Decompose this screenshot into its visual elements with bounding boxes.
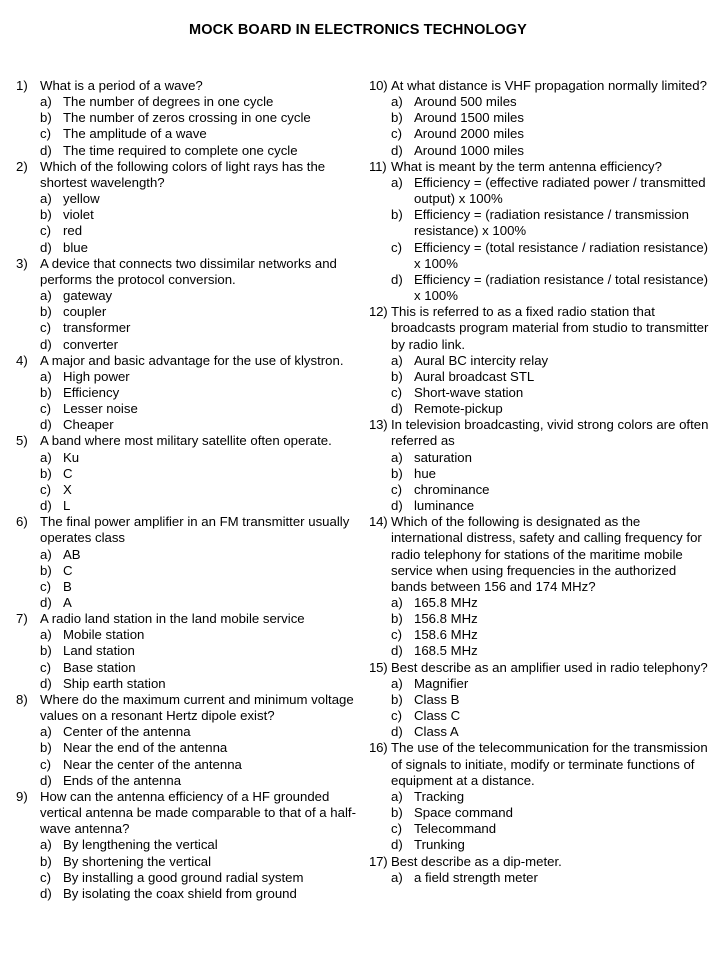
- answer-option: [40, 660, 362, 676]
- answer-option: [40, 643, 362, 659]
- answer-option: [391, 385, 709, 401]
- option-text: Mobile station: [63, 627, 145, 643]
- question-number: 16): [369, 740, 388, 756]
- option-label: c): [391, 384, 402, 400]
- option-text: The number of degrees in one cycle: [63, 94, 274, 110]
- option-label: c): [40, 320, 51, 336]
- option-text: 158.6 MHz: [414, 627, 478, 643]
- answer-options: [40, 450, 362, 515]
- option-label: a): [391, 675, 403, 691]
- option-label: a): [40, 94, 52, 110]
- answer-option: [391, 126, 709, 142]
- answer-option: [391, 401, 709, 417]
- option-label: d): [40, 498, 52, 514]
- option-text: Telecommand: [414, 821, 497, 837]
- option-label: a): [40, 368, 52, 384]
- answer-option: [391, 94, 709, 110]
- question-item: [16, 433, 362, 514]
- option-label: d): [391, 142, 403, 158]
- answer-options: [391, 175, 709, 304]
- option-label: d): [40, 595, 52, 610]
- option-text: a field strength meter: [414, 869, 538, 885]
- option-text: By installing a good ground radial system: [63, 869, 304, 885]
- option-label: b): [40, 110, 52, 126]
- option-label: d): [40, 239, 52, 255]
- option-label: d): [391, 643, 403, 659]
- left-question-column: [16, 78, 362, 902]
- answer-option: [40, 337, 362, 353]
- option-label: a): [40, 627, 52, 643]
- option-text: transformer: [63, 320, 131, 336]
- option-text: yellow: [63, 191, 100, 207]
- answer-option: [40, 320, 362, 336]
- option-text: Magnifier: [414, 675, 469, 691]
- option-text: Remote-pickup: [414, 401, 503, 417]
- answer-option: [391, 708, 709, 724]
- option-label: d): [40, 772, 52, 788]
- question-number: 3): [16, 255, 28, 271]
- answer-option: [40, 304, 362, 320]
- option-text: Ends of the antenna: [63, 772, 182, 788]
- option-label: a): [391, 174, 403, 190]
- answer-options: [391, 450, 709, 515]
- question-number: 14): [369, 514, 388, 530]
- option-label: a): [391, 788, 403, 804]
- answer-option: [40, 191, 362, 207]
- option-text: chrominance: [414, 481, 490, 497]
- answer-option: [40, 385, 362, 401]
- option-text: Near the center of the antenna: [63, 756, 242, 772]
- answer-option: [391, 353, 709, 369]
- option-text: Short-wave station: [414, 384, 524, 400]
- option-label: d): [40, 675, 52, 691]
- option-text: Efficiency = (radiation resistance / transmission resistance) x 100%: [414, 207, 689, 239]
- answer-option: [391, 207, 709, 239]
- option-label: a): [40, 191, 52, 207]
- answer-option: [40, 369, 362, 385]
- answer-option: [391, 870, 709, 886]
- option-text: Class B: [414, 691, 460, 707]
- question-text: At what distance is VHF propagation normally limited?: [391, 78, 707, 93]
- question-item: [16, 78, 362, 159]
- question-number: 12): [369, 304, 388, 320]
- option-text: hue: [414, 465, 437, 481]
- option-text: 156.8 MHz: [414, 611, 478, 627]
- option-label: c): [40, 481, 51, 497]
- option-label: b): [40, 207, 52, 223]
- option-label: a): [391, 352, 403, 368]
- option-text: 165.8 MHz: [414, 595, 478, 610]
- option-text: Near the end of the antenna: [63, 740, 228, 756]
- question-text: Where do the maximum current and minimum voltage values on a resonant Hertz dipole exist?: [40, 691, 354, 724]
- question-item: [16, 514, 362, 611]
- question-item: [16, 692, 362, 789]
- option-text: blue: [63, 239, 88, 255]
- option-text: By lengthening the vertical: [63, 837, 218, 853]
- question-number: 9): [16, 788, 28, 804]
- option-text: X: [63, 481, 72, 497]
- option-label: c): [391, 481, 402, 497]
- option-label: b): [40, 853, 52, 869]
- option-text: saturation: [414, 449, 472, 465]
- option-text: Lesser noise: [63, 401, 138, 417]
- option-text: Efficiency = (radiation resistance / total resistance) x 100%: [414, 271, 709, 304]
- option-text: coupler: [63, 304, 107, 320]
- answer-option: [40, 126, 362, 142]
- option-text: Class A: [414, 724, 459, 740]
- answer-options: [40, 724, 362, 789]
- question-item: [369, 660, 709, 741]
- answer-option: [40, 466, 362, 482]
- option-text: High power: [63, 368, 130, 384]
- option-label: b): [391, 207, 403, 223]
- answer-option: [40, 595, 362, 611]
- option-text: AB: [63, 546, 81, 562]
- option-text: gateway: [63, 288, 113, 304]
- option-text: Ship earth station: [63, 675, 166, 691]
- question-text: Which of the following colors of light rays has the shortest wavelength?: [40, 158, 326, 190]
- page-title: MOCK BOARD IN ELECTRONICS TECHNOLOGY: [189, 22, 527, 38]
- option-text: A: [63, 595, 72, 610]
- option-label: b): [391, 465, 403, 481]
- option-text: Efficiency = (effective radiated power / transmitted output) x 100%: [414, 174, 706, 207]
- option-text: C: [63, 562, 73, 578]
- answer-option: [40, 676, 362, 692]
- question-text: What is meant by the term antenna efficiency?: [391, 158, 662, 174]
- option-text: Efficiency = (total resistance / radiation resistance) x 100%: [414, 239, 709, 271]
- option-text: The time required to complete one cycle: [63, 142, 298, 158]
- question-number: 11): [369, 158, 387, 174]
- question-item: [16, 159, 362, 256]
- option-label: b): [40, 384, 52, 400]
- answer-option: [40, 773, 362, 789]
- option-text: Around 1500 miles: [414, 110, 524, 126]
- answer-option: [40, 143, 362, 159]
- option-label: c): [40, 756, 51, 772]
- question-text: The use of the telecommunication for the transmission of signals to initiate, modify or terminate functions of equipment at a distance.: [391, 740, 708, 788]
- option-text: Cheaper: [63, 417, 114, 433]
- option-text: Space command: [414, 805, 513, 821]
- option-label: c): [40, 126, 51, 142]
- question-text: A device that connects two dissimilar networks and performs the protocol conversion.: [40, 255, 337, 287]
- option-text: By isolating the coax shield from ground: [63, 885, 297, 901]
- option-text: Around 1000 miles: [414, 142, 524, 158]
- option-label: c): [391, 821, 402, 837]
- option-label: b): [391, 368, 403, 384]
- answer-options: [40, 191, 362, 256]
- answer-option: [40, 110, 362, 126]
- option-text: C: [63, 465, 73, 481]
- question-item: [369, 417, 709, 514]
- question-text: How can the antenna efficiency of a HF grounded vertical antenna be made comparable to that of a half-wave antenna?: [40, 788, 356, 837]
- question-item: [16, 256, 362, 353]
- answer-options: [391, 676, 709, 741]
- question-number: 4): [16, 352, 28, 368]
- answer-option: [40, 207, 362, 223]
- option-label: a): [40, 546, 52, 562]
- option-text: Land station: [63, 643, 135, 659]
- question-item: [16, 789, 362, 902]
- question-text: A major and basic advantage for the use of klystron.: [40, 352, 344, 368]
- answer-option: [40, 417, 362, 433]
- answer-option: [40, 870, 362, 886]
- answer-option: [40, 240, 362, 256]
- answer-option: [391, 724, 709, 740]
- option-text: Ku: [63, 449, 80, 465]
- option-text: violet: [63, 207, 94, 223]
- option-text: Center of the antenna: [63, 724, 191, 740]
- option-label: d): [391, 498, 403, 514]
- option-label: d): [391, 837, 403, 853]
- question-item: [16, 353, 362, 434]
- answer-options: [40, 837, 362, 902]
- question-item: [369, 78, 709, 159]
- question-text: In television broadcasting, vivid strong colors are often referred as: [391, 417, 709, 449]
- option-text: L: [63, 498, 71, 514]
- answer-option: [391, 837, 709, 853]
- answer-option: [40, 223, 362, 239]
- answer-option: [40, 94, 362, 110]
- answer-option: [391, 466, 709, 482]
- answer-options: [40, 288, 362, 353]
- answer-options: [391, 870, 709, 886]
- option-text: Efficiency: [63, 384, 120, 400]
- option-text: Around 2000 miles: [414, 126, 524, 142]
- option-label: d): [391, 271, 403, 287]
- option-label: b): [391, 805, 403, 821]
- option-label: b): [40, 643, 52, 659]
- answer-option: [391, 611, 709, 627]
- answer-option: [391, 676, 709, 692]
- answer-option: [391, 805, 709, 821]
- question-text: A radio land station in the land mobile service: [40, 611, 305, 627]
- answer-options: [391, 789, 709, 854]
- answer-option: [40, 450, 362, 466]
- answer-option: [391, 143, 709, 159]
- option-text: 168.5 MHz: [414, 643, 478, 659]
- answer-option: [391, 627, 709, 643]
- option-label: a): [40, 449, 52, 465]
- question-number: 8): [16, 691, 28, 707]
- answer-option: [391, 369, 709, 385]
- question-number: 15): [369, 659, 388, 675]
- answer-option: [40, 740, 362, 756]
- answer-option: [391, 692, 709, 708]
- answer-options: [40, 547, 362, 612]
- answer-option: [40, 482, 362, 498]
- answer-option: [391, 240, 709, 272]
- question-text: A band where most military satellite often operate.: [40, 433, 332, 449]
- answer-options: [40, 369, 362, 434]
- answer-option: [40, 288, 362, 304]
- option-label: d): [391, 401, 403, 417]
- option-label: b): [40, 562, 52, 578]
- option-label: c): [391, 708, 402, 724]
- option-text: The number of zeros crossing in one cycle: [63, 110, 311, 126]
- answer-options: [391, 595, 709, 660]
- answer-option: [40, 886, 362, 902]
- option-label: d): [40, 336, 52, 352]
- option-text: Around 500 miles: [414, 94, 517, 110]
- answer-options: [40, 627, 362, 692]
- question-number: 2): [16, 158, 28, 174]
- question-text: Best describe as a dip-meter.: [391, 853, 562, 869]
- question-text: This is referred to as a fixed radio station that broadcasts program material from studio to transmitter by radio link.: [391, 304, 709, 352]
- option-text: B: [63, 578, 72, 594]
- question-number: 5): [16, 433, 28, 449]
- question-item: [16, 611, 362, 692]
- option-label: a): [391, 449, 403, 465]
- option-label: d): [391, 724, 403, 740]
- answer-options: [391, 94, 709, 159]
- question-number: 1): [16, 78, 28, 93]
- answer-option: [40, 498, 362, 514]
- option-label: c): [40, 578, 51, 594]
- question-text: What is a period of a wave?: [40, 78, 203, 93]
- answer-option: [391, 482, 709, 498]
- option-label: d): [40, 885, 52, 901]
- answer-option: [40, 724, 362, 740]
- question-number: 10): [369, 78, 388, 93]
- answer-option: [391, 175, 709, 207]
- option-label: c): [40, 659, 51, 675]
- answer-option: [40, 563, 362, 579]
- option-label: c): [40, 869, 51, 885]
- question-item: [369, 159, 709, 304]
- option-text: Aural BC intercity relay: [414, 352, 549, 368]
- option-label: d): [40, 142, 52, 158]
- option-label: b): [40, 740, 52, 756]
- question-number: 13): [369, 417, 388, 433]
- option-label: b): [40, 304, 52, 320]
- option-label: c): [40, 401, 51, 417]
- option-label: b): [40, 465, 52, 481]
- option-text: Class C: [414, 708, 461, 724]
- option-label: b): [391, 110, 403, 126]
- option-text: By shortening the vertical: [63, 853, 212, 869]
- question-text: The final power amplifier in an FM transmitter usually operates class: [40, 514, 350, 546]
- option-text: Base station: [63, 659, 136, 675]
- answer-options: [40, 94, 362, 159]
- question-item: [369, 854, 709, 886]
- answer-option: [40, 854, 362, 870]
- question-text: Best describe as an amplifier used in radio telephony?: [391, 659, 708, 675]
- answer-option: [391, 643, 709, 659]
- question-text: Which of the following is designated as the international distress, safety and calling frequency for radio telephony for stations of the maritime mobile service when using frequencies in the authorized bands between 156 and 174 MHz?: [391, 514, 702, 594]
- answer-options: [391, 353, 709, 418]
- answer-option: [391, 450, 709, 466]
- answer-option: [391, 595, 709, 611]
- option-label: a): [391, 595, 403, 610]
- question-item: [369, 740, 709, 853]
- answer-option: [40, 837, 362, 853]
- option-label: c): [391, 126, 402, 142]
- answer-option: [391, 789, 709, 805]
- option-label: a): [391, 869, 403, 885]
- answer-option: [40, 627, 362, 643]
- question-number: 17): [369, 853, 388, 869]
- option-label: a): [40, 837, 52, 853]
- option-text: converter: [63, 336, 118, 352]
- option-label: c): [40, 223, 51, 239]
- option-label: a): [40, 724, 52, 740]
- right-question-column: [369, 78, 709, 886]
- answer-option: [40, 757, 362, 773]
- answer-option: [391, 821, 709, 837]
- option-label: d): [40, 417, 52, 433]
- question-item: [369, 514, 709, 659]
- answer-option: [391, 272, 709, 304]
- option-text: Trunking: [414, 837, 465, 853]
- option-label: b): [391, 611, 403, 627]
- option-text: Tracking: [414, 788, 465, 804]
- option-text: The amplitude of a wave: [63, 126, 207, 142]
- answer-option: [40, 579, 362, 595]
- option-text: Aural broadcast STL: [414, 368, 535, 384]
- option-label: a): [391, 94, 403, 110]
- option-label: a): [40, 288, 52, 304]
- option-text: red: [63, 223, 83, 239]
- option-label: b): [391, 691, 403, 707]
- option-text: luminance: [414, 498, 475, 514]
- answer-option: [391, 498, 709, 514]
- question-number: 7): [16, 611, 28, 627]
- answer-option: [40, 547, 362, 563]
- answer-option: [391, 110, 709, 126]
- question-number: 6): [16, 514, 28, 530]
- question-item: [369, 304, 709, 417]
- option-label: c): [391, 627, 402, 643]
- answer-option: [40, 401, 362, 417]
- option-label: c): [391, 239, 402, 255]
